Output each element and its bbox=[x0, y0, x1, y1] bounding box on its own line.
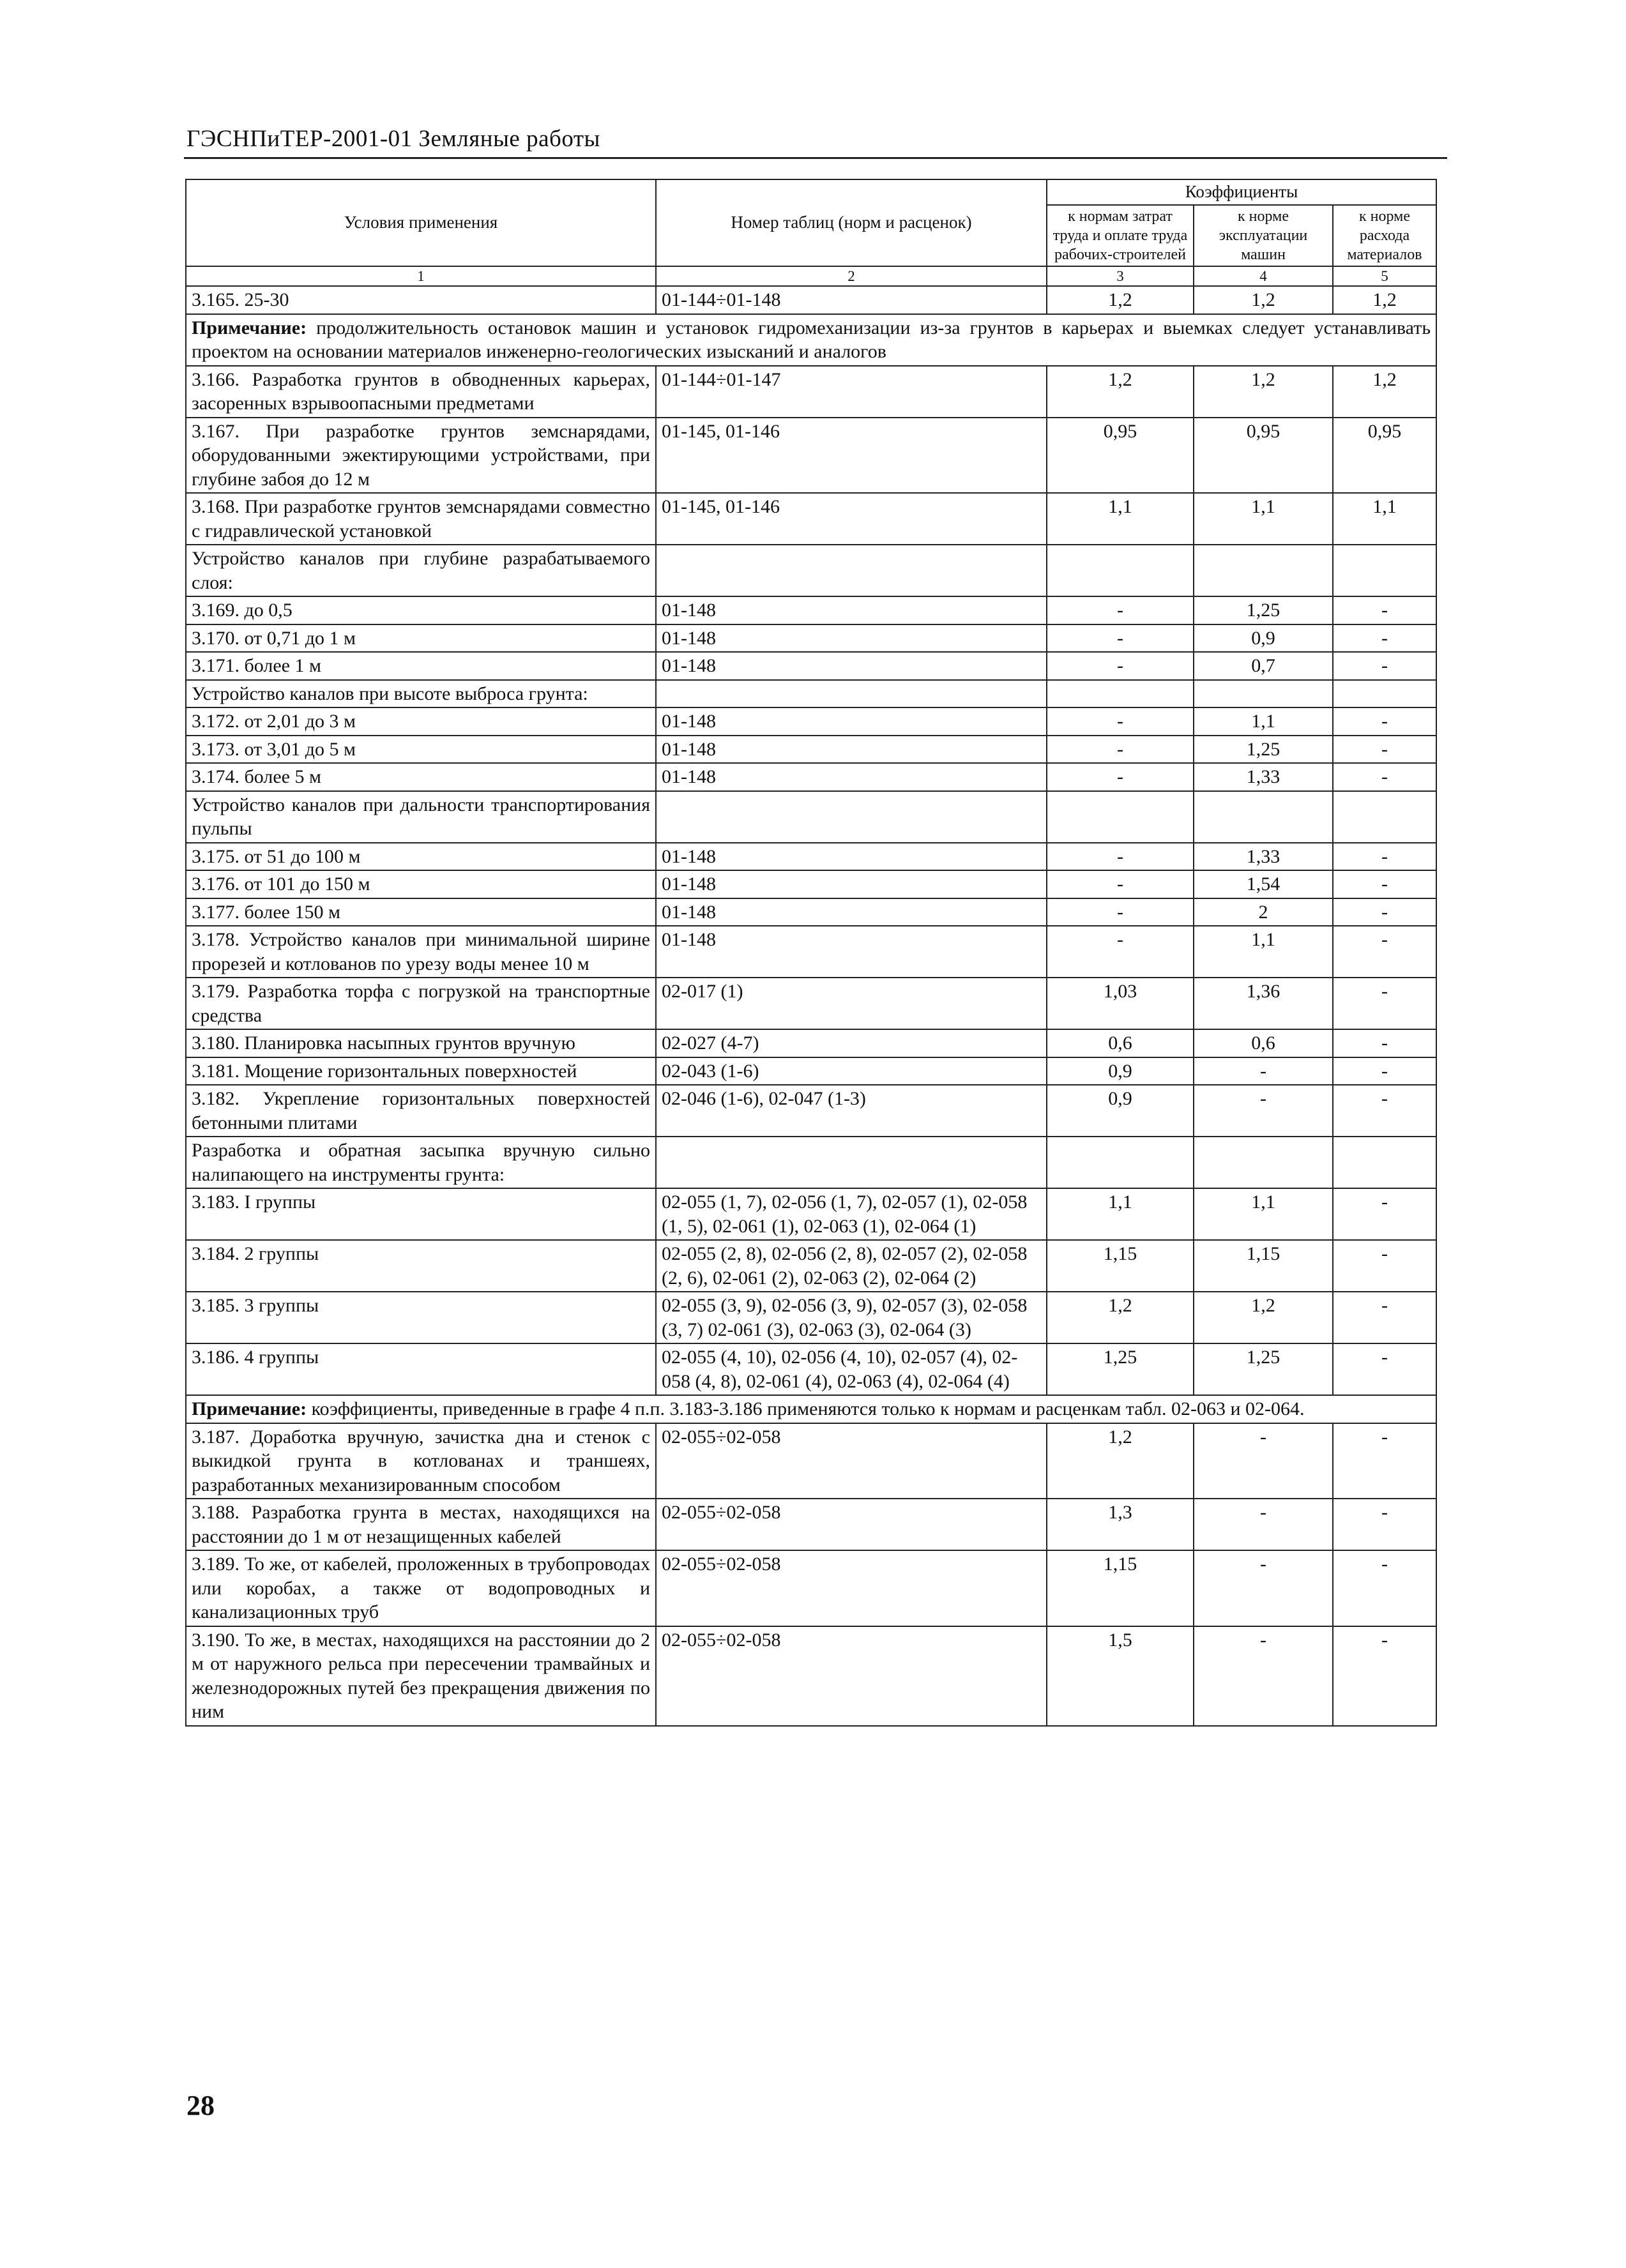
labor-coefficient-cell: - bbox=[1047, 624, 1194, 653]
table-row bbox=[186, 791, 1436, 843]
labor-coefficient-cell bbox=[1047, 545, 1194, 596]
labor-coefficient-cell: - bbox=[1047, 898, 1194, 926]
material-coefficient-cell: - bbox=[1333, 1085, 1436, 1137]
labor-coefficient-cell bbox=[1047, 1137, 1194, 1188]
machine-coefficient-cell: 0,6 bbox=[1194, 1029, 1333, 1057]
table-note-row bbox=[186, 1395, 1436, 1423]
header-labor-coefficient: к нормам затрат труда и оплате труда рабочих-строителей bbox=[1047, 205, 1194, 266]
material-coefficient-cell: - bbox=[1333, 1343, 1436, 1395]
labor-coefficient-cell: 1,15 bbox=[1047, 1550, 1194, 1626]
machine-coefficient-cell: 1,33 bbox=[1194, 763, 1333, 791]
labor-coefficient-cell: 1,3 bbox=[1047, 1499, 1194, 1550]
table-note bbox=[186, 314, 1436, 366]
table-number-cell bbox=[656, 791, 1047, 843]
machine-coefficient-cell bbox=[1194, 545, 1333, 596]
labor-coefficient-cell: 1,03 bbox=[1047, 978, 1194, 1029]
labor-coefficient-cell: 1,2 bbox=[1047, 286, 1194, 314]
labor-coefficient-cell: 0,9 bbox=[1047, 1085, 1194, 1137]
condition-cell: 3.184. 2 группы bbox=[186, 1240, 656, 1292]
header-conditions: Условия применения bbox=[186, 179, 656, 266]
condition-cell: 3.186. 4 группы bbox=[186, 1343, 656, 1395]
labor-coefficient-cell: 0,95 bbox=[1047, 418, 1194, 494]
table-number-cell: 02-043 (1-6) bbox=[656, 1057, 1047, 1085]
material-coefficient-cell: - bbox=[1333, 1292, 1436, 1343]
note-text: коэффициенты, приведенные в графе 4 п.п. 3.183-3.186 применяются только к нормам и расценкам табл. 02-063 и 02-064. bbox=[307, 1398, 1305, 1420]
condition-cell: 3.183. I группы bbox=[186, 1188, 656, 1240]
labor-coefficient-cell: - bbox=[1047, 596, 1194, 624]
labor-coefficient-cell: 1,1 bbox=[1047, 1188, 1194, 1240]
machine-coefficient-cell: 2 bbox=[1194, 898, 1333, 926]
condition-cell: 3.182. Укрепление горизонтальных поверхностей бетонными плитами bbox=[186, 1085, 656, 1137]
condition-cell: Разработка и обратная засыпка вручную сильно налипающего на инструменты грунта: bbox=[186, 1137, 656, 1188]
table-row bbox=[186, 1057, 1436, 1085]
page-number: 28 bbox=[186, 2090, 215, 2121]
machine-coefficient-cell: - bbox=[1194, 1057, 1333, 1085]
table-row bbox=[186, 736, 1436, 764]
labor-coefficient-cell bbox=[1047, 680, 1194, 708]
table-note-row bbox=[186, 314, 1436, 366]
machine-coefficient-cell: 1,25 bbox=[1194, 736, 1333, 764]
condition-cell: 3.185. 3 группы bbox=[186, 1292, 656, 1343]
machine-coefficient-cell: 0,7 bbox=[1194, 652, 1333, 680]
labor-coefficient-cell: 1,2 bbox=[1047, 366, 1194, 418]
condition-cell: 3.168. При разработке грунтов земснарядами совместно с гидравлической установкой bbox=[186, 493, 656, 545]
table-number-cell bbox=[656, 1137, 1047, 1188]
table-row bbox=[186, 1085, 1436, 1137]
condition-cell: 3.166. Разработка грунтов в обводненных карьерах, засоренных взрывоопасными предметами bbox=[186, 366, 656, 418]
table-number-cell: 01-144÷01-148 bbox=[656, 286, 1047, 314]
column-number: 3 bbox=[1047, 266, 1194, 286]
condition-cell: 3.189. То же, от кабелей, проложенных в трубопроводах или коробах, а также от водопроводных и канализационных труб bbox=[186, 1550, 656, 1626]
labor-coefficient-cell: 1,5 bbox=[1047, 1626, 1194, 1726]
machine-coefficient-cell: 1,1 bbox=[1194, 493, 1333, 545]
table-row bbox=[186, 978, 1436, 1029]
table-number-cell: 01-148 bbox=[656, 707, 1047, 736]
table-number-cell: 01-148 bbox=[656, 898, 1047, 926]
labor-coefficient-cell: - bbox=[1047, 763, 1194, 791]
material-coefficient-cell: - bbox=[1333, 1423, 1436, 1499]
material-coefficient-cell: - bbox=[1333, 1240, 1436, 1292]
table-row bbox=[186, 870, 1436, 898]
material-coefficient-cell: - bbox=[1333, 707, 1436, 736]
machine-coefficient-cell: 1,2 bbox=[1194, 366, 1333, 418]
condition-cell: Устройство каналов при высоте выброса грунта: bbox=[186, 680, 656, 708]
labor-coefficient-cell: - bbox=[1047, 926, 1194, 978]
condition-cell: 3.175. от 51 до 100 м bbox=[186, 843, 656, 871]
table-row bbox=[186, 1343, 1436, 1395]
material-coefficient-cell: - bbox=[1333, 1188, 1436, 1240]
condition-cell: 3.178. Устройство каналов при минимальной ширине прорезей и котлованов по урезу воды менее 10 м bbox=[186, 926, 656, 978]
column-number: 2 bbox=[656, 266, 1047, 286]
condition-cell: 3.177. более 150 м bbox=[186, 898, 656, 926]
machine-coefficient-cell: - bbox=[1194, 1550, 1333, 1626]
column-number: 5 bbox=[1333, 266, 1436, 286]
material-coefficient-cell: - bbox=[1333, 596, 1436, 624]
table-number-cell: 01-148 bbox=[656, 736, 1047, 764]
table-row bbox=[186, 493, 1436, 545]
table-row bbox=[186, 843, 1436, 871]
table-row bbox=[186, 707, 1436, 736]
labor-coefficient-cell: 1,25 bbox=[1047, 1343, 1194, 1395]
table-row bbox=[186, 596, 1436, 624]
header-rule bbox=[184, 157, 1447, 159]
table-number-cell: 02-046 (1-6), 02-047 (1-3) bbox=[656, 1085, 1047, 1137]
condition-cell: 3.172. от 2,01 до 3 м bbox=[186, 707, 656, 736]
table-number-cell bbox=[656, 545, 1047, 596]
labor-coefficient-cell: 1,1 bbox=[1047, 493, 1194, 545]
header-coefficients-group: Коэффициенты bbox=[1047, 179, 1436, 205]
material-coefficient-cell: - bbox=[1333, 1626, 1436, 1726]
condition-cell: 3.179. Разработка торфа с погрузкой на транспортные средства bbox=[186, 978, 656, 1029]
table-row bbox=[186, 366, 1436, 418]
labor-coefficient-cell: - bbox=[1047, 652, 1194, 680]
note-label: Примечание: bbox=[192, 1398, 307, 1420]
machine-coefficient-cell: 0,95 bbox=[1194, 418, 1333, 494]
table-row bbox=[186, 1292, 1436, 1343]
table-body bbox=[186, 286, 1436, 1726]
table-note bbox=[186, 1395, 1436, 1423]
condition-cell: Устройство каналов при дальности транспортирования пульпы bbox=[186, 791, 656, 843]
labor-coefficient-cell: 0,9 bbox=[1047, 1057, 1194, 1085]
table-number-cell: 01-145, 01-146 bbox=[656, 493, 1047, 545]
condition-cell: 3.181. Мощение горизонтальных поверхностей bbox=[186, 1057, 656, 1085]
note-text: продолжительность остановок машин и установок гидромеханизации из-за грунтов в карьерах и выемках следует устанавливать проектом на основании материалов инженерно-геологических изысканий и аналогов bbox=[192, 317, 1431, 363]
material-coefficient-cell: 1,1 bbox=[1333, 493, 1436, 545]
column-number-row bbox=[186, 266, 1436, 286]
table-number-cell: 02-027 (4-7) bbox=[656, 1029, 1047, 1057]
material-coefficient-cell: 0,95 bbox=[1333, 418, 1436, 494]
table-row bbox=[186, 1188, 1436, 1240]
machine-coefficient-cell: 1,36 bbox=[1194, 978, 1333, 1029]
material-coefficient-cell bbox=[1333, 545, 1436, 596]
material-coefficient-cell: - bbox=[1333, 1550, 1436, 1626]
condition-cell: Устройство каналов при глубине разрабатываемого слоя: bbox=[186, 545, 656, 596]
table-number-cell: 02-055÷02-058 bbox=[656, 1626, 1047, 1726]
machine-coefficient-cell: 0,9 bbox=[1194, 624, 1333, 653]
table-row bbox=[186, 652, 1436, 680]
labor-coefficient-cell: - bbox=[1047, 870, 1194, 898]
labor-coefficient-cell: 1,15 bbox=[1047, 1240, 1194, 1292]
table-row bbox=[186, 1029, 1436, 1057]
labor-coefficient-cell: - bbox=[1047, 707, 1194, 736]
machine-coefficient-cell: - bbox=[1194, 1085, 1333, 1137]
table-row bbox=[186, 1137, 1436, 1188]
machine-coefficient-cell: 1,25 bbox=[1194, 1343, 1333, 1395]
material-coefficient-cell: - bbox=[1333, 1499, 1436, 1550]
condition-cell: 3.176. от 101 до 150 м bbox=[186, 870, 656, 898]
machine-coefficient-cell: 1,2 bbox=[1194, 286, 1333, 314]
table-row bbox=[186, 763, 1436, 791]
material-coefficient-cell bbox=[1333, 1137, 1436, 1188]
table-number-cell: 02-055÷02-058 bbox=[656, 1423, 1047, 1499]
labor-coefficient-cell: - bbox=[1047, 843, 1194, 871]
table-number-cell: 01-148 bbox=[656, 926, 1047, 978]
labor-coefficient-cell bbox=[1047, 791, 1194, 843]
machine-coefficient-cell: 1,1 bbox=[1194, 926, 1333, 978]
table-row bbox=[186, 418, 1436, 494]
condition-cell: 3.165. 25-30 bbox=[186, 286, 656, 314]
condition-cell: 3.167. При разработке грунтов земснарядами, оборудованными эжектирующими устройствами, при глубине забоя до 12 м bbox=[186, 418, 656, 494]
labor-coefficient-cell: 0,6 bbox=[1047, 1029, 1194, 1057]
machine-coefficient-cell: - bbox=[1194, 1626, 1333, 1726]
machine-coefficient-cell: 1,15 bbox=[1194, 1240, 1333, 1292]
condition-cell: 3.188. Разработка грунта в местах, находящихся на расстоянии до 1 м от незащищенных кабелей bbox=[186, 1499, 656, 1550]
table-number-cell: 02-055÷02-058 bbox=[656, 1550, 1047, 1626]
machine-coefficient-cell: - bbox=[1194, 1423, 1333, 1499]
table-row bbox=[186, 1626, 1436, 1726]
material-coefficient-cell: - bbox=[1333, 926, 1436, 978]
condition-cell: 3.173. от 3,01 до 5 м bbox=[186, 736, 656, 764]
material-coefficient-cell: 1,2 bbox=[1333, 286, 1436, 314]
table-row bbox=[186, 1550, 1436, 1626]
table-row bbox=[186, 926, 1436, 978]
table-number-cell: 01-148 bbox=[656, 624, 1047, 653]
table-number-cell: 02-017 (1) bbox=[656, 978, 1047, 1029]
machine-coefficient-cell: 1,2 bbox=[1194, 1292, 1333, 1343]
condition-cell: 3.180. Планировка насыпных грунтов вручную bbox=[186, 1029, 656, 1057]
material-coefficient-cell: - bbox=[1333, 624, 1436, 653]
header-material-coefficient: к норме расхода материалов bbox=[1333, 205, 1436, 266]
table-number-cell: 02-055÷02-058 bbox=[656, 1499, 1047, 1550]
machine-coefficient-cell: 1,1 bbox=[1194, 707, 1333, 736]
machine-coefficient-cell: 1,25 bbox=[1194, 596, 1333, 624]
material-coefficient-cell bbox=[1333, 680, 1436, 708]
material-coefficient-cell: - bbox=[1333, 1057, 1436, 1085]
table-number-cell: 01-148 bbox=[656, 652, 1047, 680]
material-coefficient-cell: - bbox=[1333, 652, 1436, 680]
material-coefficient-cell: - bbox=[1333, 978, 1436, 1029]
condition-cell: 3.170. от 0,71 до 1 м bbox=[186, 624, 656, 653]
material-coefficient-cell bbox=[1333, 791, 1436, 843]
material-coefficient-cell: 1,2 bbox=[1333, 366, 1436, 418]
material-coefficient-cell: - bbox=[1333, 736, 1436, 764]
machine-coefficient-cell bbox=[1194, 791, 1333, 843]
table-number-cell: 01-144÷01-147 bbox=[656, 366, 1047, 418]
table-number-cell: 02-055 (3, 9), 02-056 (3, 9), 02-057 (3), 02-058 (3, 7) 02-061 (3), 02-063 (3), 02-064 (3) bbox=[656, 1292, 1047, 1343]
table-number-cell: 02-055 (1, 7), 02-056 (1, 7), 02-057 (1), 02-058 (1, 5), 02-061 (1), 02-063 (1), 02-064 (1) bbox=[656, 1188, 1047, 1240]
running-head: ГЭСНПиТЕР-2001-01 Земляные работы bbox=[186, 126, 600, 152]
table-number-cell: 01-148 bbox=[656, 843, 1047, 871]
table-row bbox=[186, 545, 1436, 596]
material-coefficient-cell: - bbox=[1333, 843, 1436, 871]
note-label: Примечание: bbox=[192, 317, 307, 338]
material-coefficient-cell: - bbox=[1333, 763, 1436, 791]
condition-cell: 3.169. до 0,5 bbox=[186, 596, 656, 624]
table-row bbox=[186, 1423, 1436, 1499]
material-coefficient-cell: - bbox=[1333, 1029, 1436, 1057]
table-row bbox=[186, 1240, 1436, 1292]
material-coefficient-cell: - bbox=[1333, 870, 1436, 898]
table-number-cell: 01-148 bbox=[656, 870, 1047, 898]
machine-coefficient-cell bbox=[1194, 1137, 1333, 1188]
table-row bbox=[186, 898, 1436, 926]
header-machine-coefficient: к норме эксплуатации машин bbox=[1194, 205, 1333, 266]
machine-coefficient-cell bbox=[1194, 680, 1333, 708]
table-number-cell: 01-148 bbox=[656, 763, 1047, 791]
material-coefficient-cell: - bbox=[1333, 898, 1436, 926]
table-row bbox=[186, 286, 1436, 314]
table-number-cell: 02-055 (2, 8), 02-056 (2, 8), 02-057 (2), 02-058 (2, 6), 02-061 (2), 02-063 (2), 02-064 (2) bbox=[656, 1240, 1047, 1292]
machine-coefficient-cell: 1,54 bbox=[1194, 870, 1333, 898]
table-number-cell: 01-145, 01-146 bbox=[656, 418, 1047, 494]
condition-cell: 3.187. Доработка вручную, зачистка дна и стенок с выкидкой грунта в котлованах и траншеях, разработанных механизированным способом bbox=[186, 1423, 656, 1499]
labor-coefficient-cell: 1,2 bbox=[1047, 1292, 1194, 1343]
condition-cell: 3.171. более 1 м bbox=[186, 652, 656, 680]
condition-cell: 3.174. более 5 м bbox=[186, 763, 656, 791]
table-row bbox=[186, 624, 1436, 653]
machine-coefficient-cell: 1,33 bbox=[1194, 843, 1333, 871]
labor-coefficient-cell: - bbox=[1047, 736, 1194, 764]
machine-coefficient-cell: 1,1 bbox=[1194, 1188, 1333, 1240]
machine-coefficient-cell: - bbox=[1194, 1499, 1333, 1550]
column-number: 1 bbox=[186, 266, 656, 286]
table-number-cell: 01-148 bbox=[656, 596, 1047, 624]
coefficients-table bbox=[185, 179, 1437, 1727]
column-number: 4 bbox=[1194, 266, 1333, 286]
condition-cell: 3.190. То же, в местах, находящихся на расстоянии до 2 м от наружного рельса при пересечении трамвайных и железнодорожных путей без прекращения движения по ним bbox=[186, 1626, 656, 1726]
table-number-cell bbox=[656, 680, 1047, 708]
labor-coefficient-cell: 1,2 bbox=[1047, 1423, 1194, 1499]
header-table-number: Номер таблиц (норм и расценок) bbox=[656, 179, 1047, 266]
table-row bbox=[186, 680, 1436, 708]
table-number-cell: 02-055 (4, 10), 02-056 (4, 10), 02-057 (4), 02-058 (4, 8), 02-061 (4), 02-063 (4), 02-064 (4) bbox=[656, 1343, 1047, 1395]
table-row bbox=[186, 1499, 1436, 1550]
